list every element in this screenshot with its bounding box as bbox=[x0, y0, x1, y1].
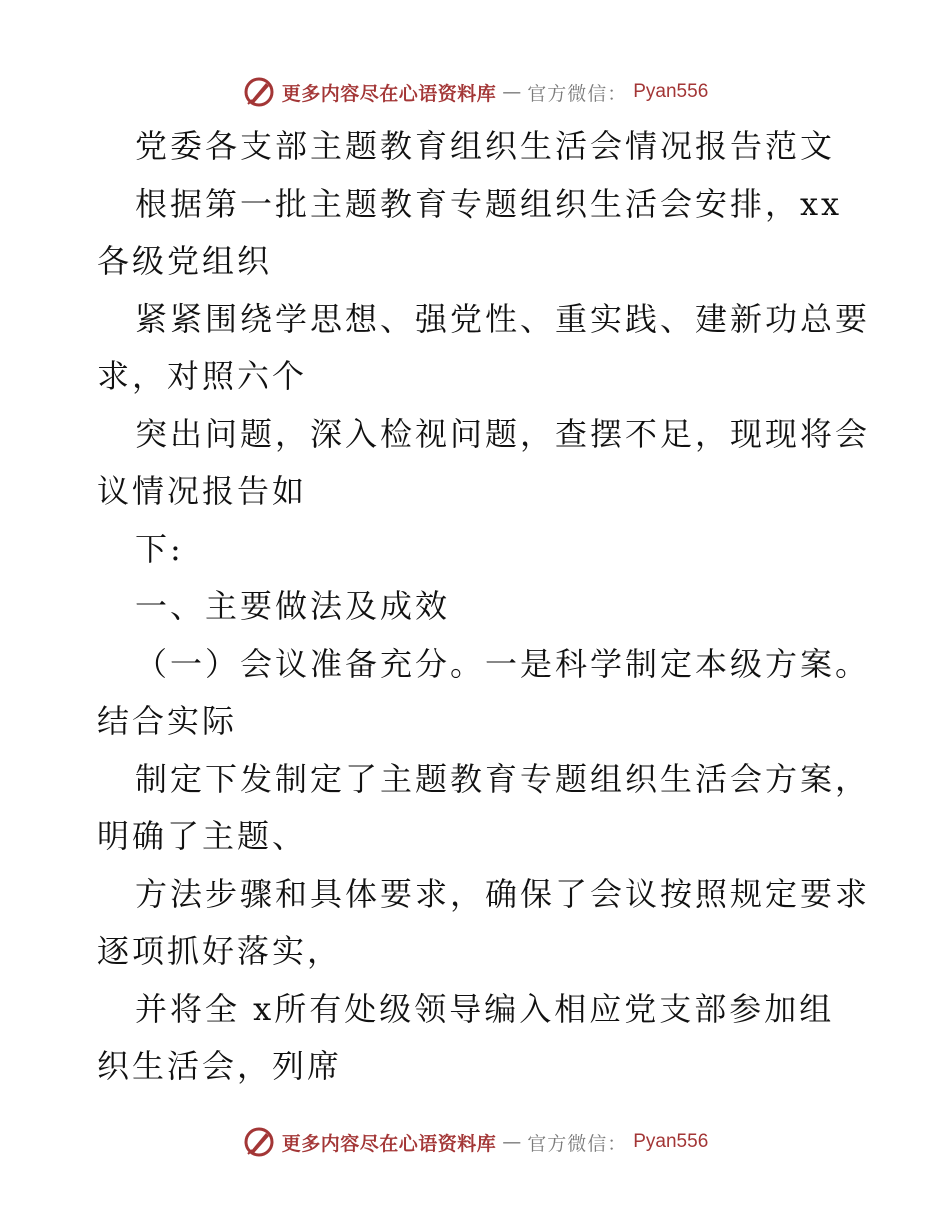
quill-pen-logo-icon bbox=[242, 75, 276, 109]
section-heading: 一、主要做法及成效 bbox=[135, 587, 451, 625]
watermark-wechat-label: 官方微信： bbox=[527, 82, 628, 105]
watermark-site-text: 更多内容尽在心语资料库 bbox=[281, 82, 497, 105]
paragraph-line: 紧紧围绕学思想、强党性、重实践、建新功总要 bbox=[135, 299, 871, 338]
paragraph-line: 并将全 x所有处级领导编入相应党支部参加组 bbox=[135, 989, 835, 1028]
paragraph-line: 议情况报告如 bbox=[97, 472, 308, 510]
paragraph-line: 结合实际 bbox=[97, 702, 238, 740]
watermark-site-text: 更多内容尽在心语资料库 bbox=[281, 1132, 497, 1155]
paragraph-line: 织生活会，列席 bbox=[97, 1047, 343, 1085]
watermark-dash: — bbox=[502, 1131, 522, 1153]
paragraph-line: 制定下发制定了主题教育专题组织生活会方案， bbox=[135, 759, 871, 798]
paragraph-line: 下: bbox=[135, 529, 184, 568]
watermark-wechat-id: Pyan556 bbox=[633, 81, 709, 102]
paragraph-line: 逐项抓好落实， bbox=[97, 932, 343, 970]
paragraph-line: 突出问题，深入检视问题，查摆不足，现现将会 bbox=[135, 414, 871, 453]
paragraph-line: 根据第一批主题教育专题组织生活会安排，xx bbox=[135, 184, 843, 223]
document-body bbox=[97, 118, 871, 1096]
paragraph-line: 方法步骤和具体要求，确保了会议按照规定要求 bbox=[135, 874, 871, 913]
paragraph-line: 明确了主题、 bbox=[97, 817, 308, 855]
watermark-dash: — bbox=[502, 81, 522, 103]
watermark-wechat-label: 官方微信： bbox=[527, 1132, 628, 1155]
document-title: 党委各支部主题教育组织生活会情况报告范文 bbox=[135, 127, 836, 165]
paragraph-line: 求，对照六个 bbox=[97, 357, 308, 395]
paragraph-line: 各级党组织 bbox=[97, 242, 273, 280]
watermark-wechat-id: Pyan556 bbox=[633, 1131, 709, 1152]
header-watermark bbox=[0, 72, 950, 112]
quill-pen-logo-icon bbox=[242, 1125, 276, 1159]
footer-watermark bbox=[0, 1122, 950, 1162]
subsection-line: （一）会议准备充分。一是科学制定本级方案。 bbox=[135, 644, 871, 683]
